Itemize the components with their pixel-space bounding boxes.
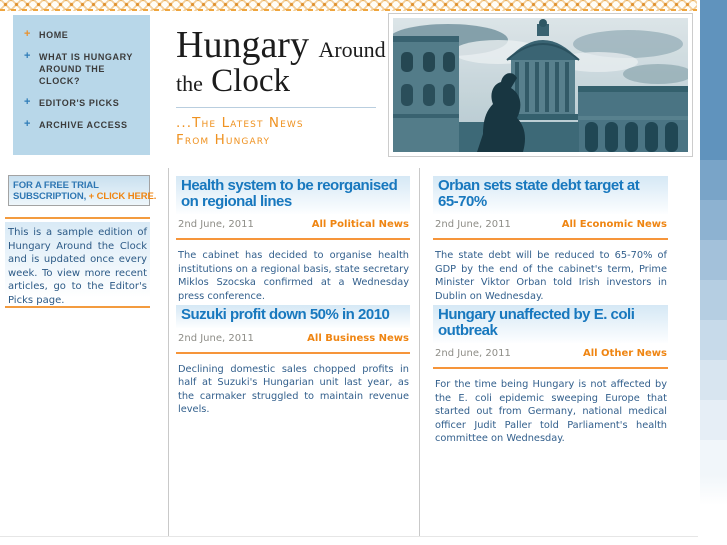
article-meta — [433, 219, 668, 230]
logo-word-the: the — [176, 71, 203, 96]
article-date: 2nd June, 2011 — [435, 348, 511, 359]
nav-item-what-is[interactable] — [22, 51, 146, 87]
article-state-debt — [433, 176, 668, 303]
free-trial-subscription-button[interactable] — [8, 175, 157, 206]
nav-item-label: EDITOR'S PICKS — [39, 98, 120, 108]
plus-bullet-icon: + — [24, 28, 32, 40]
article-date: 2nd June, 2011 — [178, 219, 254, 230]
article-divider — [433, 238, 668, 240]
article-meta — [176, 219, 410, 230]
all-other-news-link[interactable]: All Other News — [582, 348, 667, 359]
content-bottom-border — [0, 536, 698, 537]
left-divider-top — [5, 217, 150, 219]
all-political-news-link[interactable]: All Political News — [311, 219, 409, 230]
all-economic-news-link[interactable]: All Economic News — [561, 219, 667, 230]
left-divider-bottom — [5, 306, 150, 308]
article-divider — [176, 238, 410, 240]
article-ecoli-outbreak — [433, 305, 668, 446]
logo-divider — [176, 107, 376, 108]
article-body: Declining domestic sales chopped profits in half at Suzuki's Hungarian unit last year, as the carmaker struggled to maintain revenue levels. — [178, 363, 409, 415]
tagline-line1: ...The Latest News — [176, 115, 304, 131]
article-body: The state debt will be reduced to 65-70% of GDP by the end of the cabinet's term, Prime Minister Viktor Orban told Irish investors in Dublin on Wednesday. — [435, 250, 667, 302]
logo-word-hungary: Hungary — [176, 24, 309, 66]
ornamental-top-border — [0, 0, 697, 11]
site-logo — [176, 26, 388, 149]
buda-castle-photo — [388, 13, 693, 157]
column-separator-middle — [419, 168, 420, 536]
sample-edition-text: This is a sample edition of Hungary Around the Clock and is updated once every week. To view more recent articles, go to the Editor's Picks page. — [5, 222, 150, 311]
article-date: 2nd June, 2011 — [435, 219, 511, 230]
article-headline-link[interactable]: Health system to be reorganised on regional lines — [176, 176, 410, 214]
article-body: The cabinet has decided to organise health institutions on a regional basis, state secretary Miklos Szocska confirmed at a Wednesday press conference. — [178, 250, 409, 302]
nav-item-home[interactable] — [22, 29, 146, 41]
plus-bullet-icon: + — [24, 50, 32, 62]
article-headline-link[interactable]: Suzuki profit down 50% in 2010 — [176, 305, 410, 328]
plus-bullet-icon: + — [24, 118, 32, 130]
all-business-news-link[interactable]: All Business News — [307, 332, 409, 344]
nav-item-label: HOME — [39, 30, 69, 40]
article-headline-link[interactable]: Orban sets state debt target at 65-70% — [433, 176, 668, 214]
article-suzuki-profit — [176, 305, 410, 417]
tagline-line2: From Hungary — [176, 132, 271, 148]
plus-bullet-icon: + — [24, 96, 32, 108]
article-body: For the time being Hungary is not affected by the E. coli epidemic sweeping Europe that started out from Germany, national medical officer Judit Paller told Parliament's health committee on Wednesday. — [435, 379, 667, 444]
trial-line2-blue: SUBSCRIPTION, — [13, 191, 87, 202]
right-gradient-strip — [700, 0, 727, 505]
click-here-link[interactable]: + CLICK HERE. — [88, 191, 157, 202]
logo-word-clock: Clock — [211, 63, 290, 99]
article-headline-link[interactable]: Hungary unaffected by E. coli outbreak — [433, 305, 668, 343]
article-divider — [433, 367, 668, 369]
article-meta — [433, 348, 668, 359]
logo-word-around: Around — [318, 37, 386, 62]
site-tagline — [176, 115, 388, 149]
column-separator-left — [168, 168, 169, 536]
article-health-system — [176, 176, 410, 303]
nav-item-label: ARCHIVE ACCESS — [39, 120, 128, 130]
logo-title-line2 — [176, 65, 388, 100]
nav-item-editors-picks[interactable] — [22, 97, 146, 109]
trial-line1: FOR A FREE TRIAL — [13, 180, 99, 191]
nav-item-archive-access[interactable] — [22, 119, 146, 131]
article-date: 2nd June, 2011 — [178, 332, 254, 344]
article-meta — [176, 333, 410, 344]
article-divider — [176, 352, 410, 354]
nav-item-label: WHAT IS HUNGARY AROUND THE CLOCK? — [39, 52, 133, 86]
header-nav — [13, 15, 150, 155]
trial-line2 — [13, 191, 157, 202]
